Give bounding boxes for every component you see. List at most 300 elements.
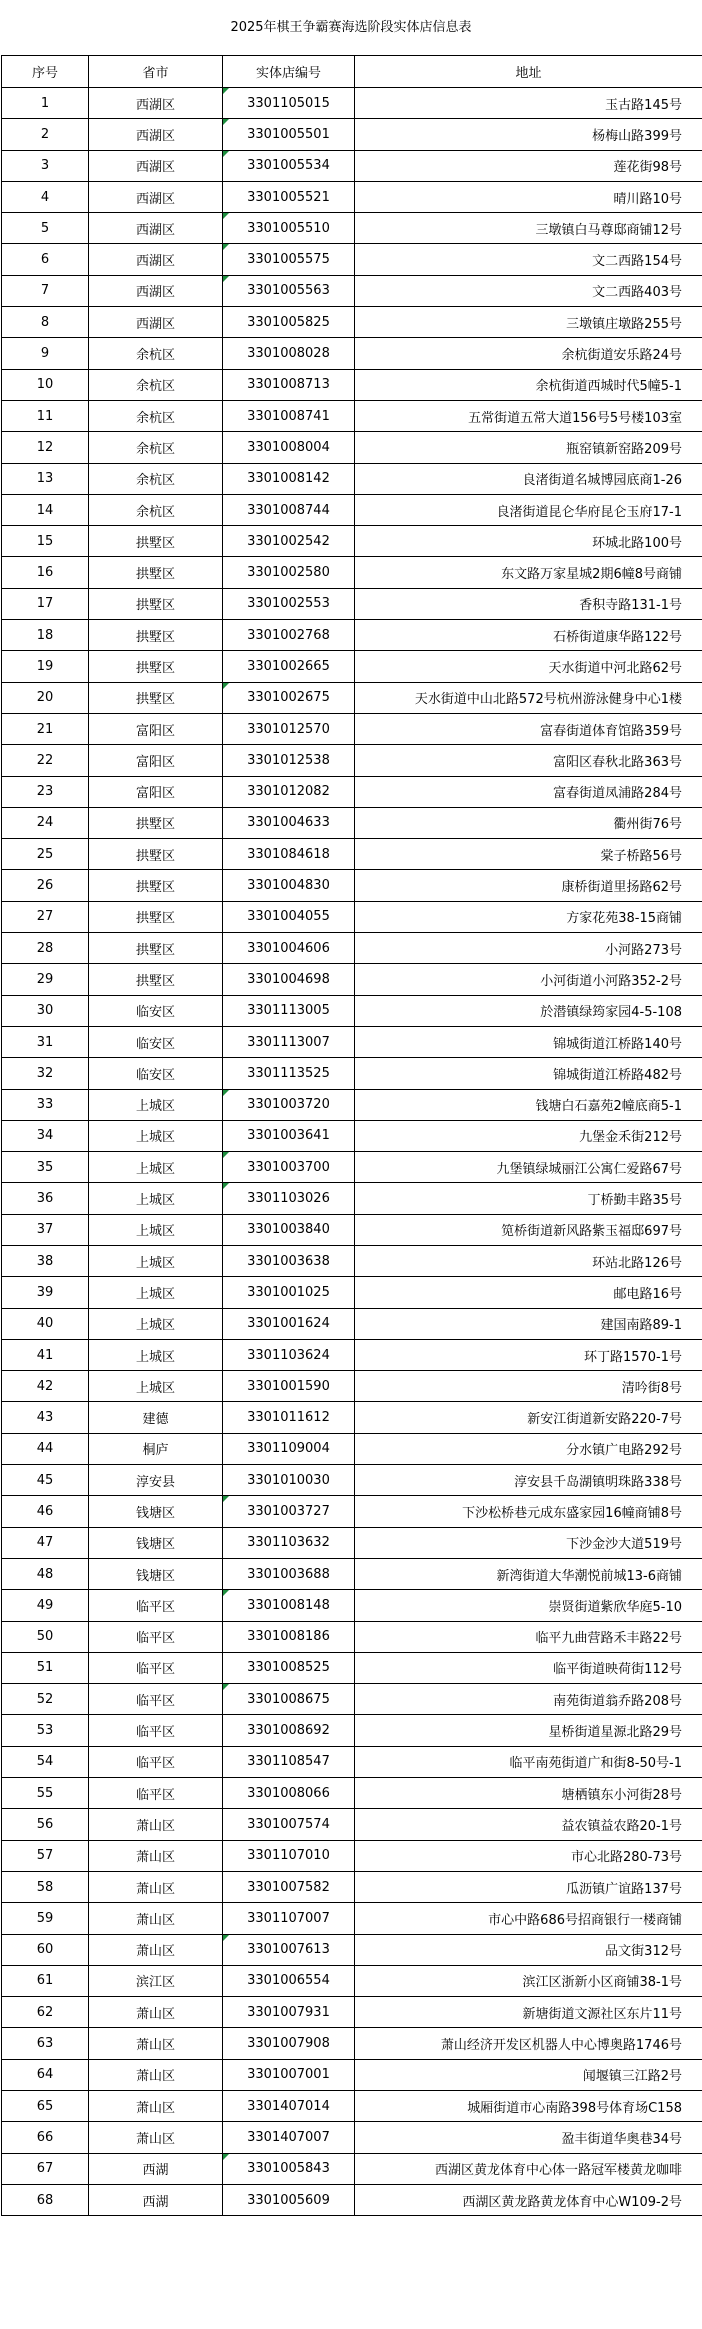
cell-region[interactable]: 拱墅区 [89, 870, 223, 901]
cell-region[interactable]: 萧山区 [89, 1871, 223, 1902]
cell-store-code[interactable]: 3301103632 [223, 1527, 355, 1558]
cell-address[interactable]: 小河街道小河路352-2号 [355, 964, 702, 995]
cell-region[interactable]: 临平区 [89, 1778, 223, 1809]
cell-store-code[interactable]: 3301003700 [223, 1152, 355, 1183]
cell-region[interactable]: 拱墅区 [89, 620, 223, 651]
table-row [2, 839, 702, 870]
table-row [2, 1120, 702, 1151]
cell-index[interactable]: 9 [2, 338, 89, 369]
cell-address[interactable]: 余杭街道西城时代5幢5-1 [355, 369, 702, 400]
cell-index[interactable]: 60 [2, 1934, 89, 1965]
cell-address[interactable]: 良渚街道名城博园底商1-26 [355, 463, 702, 494]
cell-store-code[interactable]: 3301084618 [223, 839, 355, 870]
cell-address[interactable]: 瓜沥镇广谊路137号 [355, 1871, 702, 1902]
cell-index[interactable]: 5 [2, 213, 89, 244]
cell-index[interactable]: 19 [2, 651, 89, 682]
cell-region[interactable]: 临平区 [89, 1746, 223, 1777]
cell-region[interactable]: 钱塘区 [89, 1558, 223, 1589]
header-store-code: 实体店编号 [223, 56, 355, 88]
cell-store-code[interactable]: 3301005510 [223, 213, 355, 244]
document-title: 2025年棋王争霸赛海选阶段实体店信息表 [230, 20, 472, 35]
cell-address[interactable]: 小河路273号 [355, 933, 702, 964]
cell-address[interactable]: 城厢街道市心南路398号体育场C158 [355, 2091, 702, 2122]
cell-region[interactable]: 富阳区 [89, 776, 223, 807]
cell-region[interactable]: 余杭区 [89, 369, 223, 400]
cell-store-code[interactable]: 3301005825 [223, 307, 355, 338]
table-row [2, 1089, 702, 1120]
cell-address[interactable]: 下沙松桥巷元成东盛家园16幢商铺8号 [355, 1496, 702, 1527]
cell-index[interactable]: 62 [2, 1997, 89, 2028]
cell-region[interactable]: 西湖区 [89, 244, 223, 275]
cell-region[interactable]: 滨江区 [89, 1965, 223, 1996]
cell-address[interactable]: 临平街道映荷街112号 [355, 1652, 702, 1683]
cell-store-code[interactable]: 3301103026 [223, 1183, 355, 1214]
cell-index[interactable]: 33 [2, 1089, 89, 1120]
cell-address[interactable]: 环丁路1570-1号 [355, 1339, 702, 1370]
cell-address[interactable]: 钱塘白石嘉苑2幢底商5-1 [355, 1089, 702, 1120]
cell-region[interactable]: 拱墅区 [89, 933, 223, 964]
cell-address[interactable]: 九堡镇绿城丽江公寓仁爱路67号 [355, 1152, 702, 1183]
cell-index[interactable]: 6 [2, 244, 89, 275]
cell-store-code[interactable]: 3301004606 [223, 933, 355, 964]
table-row [2, 1433, 702, 1464]
cell-region[interactable]: 拱墅区 [89, 964, 223, 995]
cell-region[interactable]: 临平区 [89, 1684, 223, 1715]
cell-index[interactable]: 47 [2, 1527, 89, 1558]
cell-store-code[interactable]: 3301105015 [223, 88, 355, 119]
cell-index[interactable]: 11 [2, 400, 89, 431]
cell-store-code[interactable]: 3301007574 [223, 1809, 355, 1840]
cell-index[interactable]: 26 [2, 870, 89, 901]
header-row [2, 56, 702, 88]
cell-address[interactable]: 市心中路686号招商银行一楼商铺 [355, 1903, 702, 1934]
cell-store-code[interactable]: 3301011612 [223, 1402, 355, 1433]
table-row [2, 2028, 702, 2059]
cell-store-code[interactable]: 3301007001 [223, 2059, 355, 2090]
cell-region[interactable]: 上城区 [89, 1152, 223, 1183]
cell-region[interactable]: 余杭区 [89, 432, 223, 463]
cell-region[interactable]: 临安区 [89, 1058, 223, 1089]
table-row [2, 213, 702, 244]
cell-index[interactable]: 40 [2, 1308, 89, 1339]
cell-address[interactable]: 文二西路403号 [355, 275, 702, 306]
cell-address[interactable]: 建国南路89-1 [355, 1308, 702, 1339]
cell-address[interactable]: 益农镇益农路20-1号 [355, 1809, 702, 1840]
cell-region[interactable]: 临安区 [89, 995, 223, 1026]
cell-region[interactable]: 萧山区 [89, 2028, 223, 2059]
cell-index[interactable]: 1 [2, 88, 89, 119]
cell-index[interactable]: 3 [2, 150, 89, 181]
cell-address[interactable]: 余杭街道安乐路24号 [355, 338, 702, 369]
cell-store-code[interactable]: 3301113007 [223, 1026, 355, 1057]
cell-store-code[interactable]: 3301008525 [223, 1652, 355, 1683]
cell-region[interactable]: 西湖区 [89, 213, 223, 244]
cell-index[interactable]: 29 [2, 964, 89, 995]
cell-store-code[interactable]: 3301005534 [223, 150, 355, 181]
cell-region[interactable]: 钱塘区 [89, 1496, 223, 1527]
cell-index[interactable]: 7 [2, 275, 89, 306]
cell-index[interactable]: 2 [2, 119, 89, 150]
cell-index[interactable]: 13 [2, 463, 89, 494]
cell-index[interactable]: 32 [2, 1058, 89, 1089]
cell-index[interactable]: 25 [2, 839, 89, 870]
cell-store-code[interactable]: 3301008692 [223, 1715, 355, 1746]
cell-index[interactable]: 43 [2, 1402, 89, 1433]
cell-store-code[interactable]: 3301407014 [223, 2091, 355, 2122]
cell-address[interactable]: 莲花街98号 [355, 150, 702, 181]
cell-address[interactable]: 西湖区黄龙体育中心体一路冠军楼黄龙咖啡 [355, 2153, 702, 2184]
cell-region[interactable]: 西湖区 [89, 307, 223, 338]
cell-store-code[interactable]: 3301113005 [223, 995, 355, 1026]
cell-store-code[interactable]: 3301008142 [223, 463, 355, 494]
cell-store-code[interactable]: 3301001624 [223, 1308, 355, 1339]
cell-store-code[interactable]: 3301003840 [223, 1214, 355, 1245]
cell-region[interactable]: 萧山区 [89, 1809, 223, 1840]
cell-store-code[interactable]: 3301005563 [223, 275, 355, 306]
table-row [2, 964, 702, 995]
cell-store-code[interactable]: 3301008148 [223, 1590, 355, 1621]
cell-index[interactable]: 61 [2, 1965, 89, 1996]
cell-index[interactable]: 36 [2, 1183, 89, 1214]
cell-store-code[interactable]: 3301003688 [223, 1558, 355, 1589]
cell-region[interactable]: 富阳区 [89, 713, 223, 744]
cell-address[interactable]: 星桥街道星源北路29号 [355, 1715, 702, 1746]
cell-store-code[interactable]: 3301007931 [223, 1997, 355, 2028]
table-body [2, 88, 702, 2216]
cell-store-code[interactable]: 3301002580 [223, 557, 355, 588]
cell-region[interactable]: 上城区 [89, 1214, 223, 1245]
cell-address[interactable]: 富春街道凤浦路284号 [355, 776, 702, 807]
cell-index[interactable]: 8 [2, 307, 89, 338]
cell-store-code[interactable]: 3301004633 [223, 807, 355, 838]
cell-region[interactable]: 拱墅区 [89, 839, 223, 870]
cell-address[interactable]: 笕桥街道新风路紫玉福邸697号 [355, 1214, 702, 1245]
cell-region[interactable]: 上城区 [89, 1089, 223, 1120]
cell-store-code[interactable]: 3301003720 [223, 1089, 355, 1120]
cell-store-code[interactable]: 3301002542 [223, 526, 355, 557]
cell-region[interactable]: 余杭区 [89, 494, 223, 525]
cell-address[interactable]: 晴川路10号 [355, 181, 702, 212]
cell-index[interactable]: 39 [2, 1277, 89, 1308]
cell-address[interactable]: 於潜镇绿筠家园4-5-108 [355, 995, 702, 1026]
cell-address[interactable]: 南苑街道翁乔路208号 [355, 1684, 702, 1715]
cell-index[interactable]: 12 [2, 432, 89, 463]
cell-region[interactable]: 萧山区 [89, 1934, 223, 1965]
cell-address[interactable]: 杨梅山路399号 [355, 119, 702, 150]
cell-index[interactable]: 54 [2, 1746, 89, 1777]
cell-store-code[interactable]: 3301001590 [223, 1371, 355, 1402]
cell-address[interactable]: 玉古路145号 [355, 88, 702, 119]
cell-region[interactable]: 萧山区 [89, 2059, 223, 2090]
cell-address[interactable]: 棠子桥路56号 [355, 839, 702, 870]
cell-region[interactable]: 余杭区 [89, 338, 223, 369]
cell-store-code[interactable]: 3301008066 [223, 1778, 355, 1809]
table-row [2, 1652, 702, 1683]
cell-index[interactable]: 38 [2, 1245, 89, 1276]
cell-store-code[interactable]: 3301107010 [223, 1840, 355, 1871]
table-row [2, 651, 702, 682]
cell-address[interactable]: 盈丰街道华奥巷34号 [355, 2122, 702, 2153]
table-row [2, 88, 702, 119]
cell-region[interactable]: 上城区 [89, 1183, 223, 1214]
cell-index[interactable]: 51 [2, 1652, 89, 1683]
cell-index[interactable]: 22 [2, 745, 89, 776]
cell-index[interactable]: 45 [2, 1465, 89, 1496]
cell-address[interactable]: 康桥街道里扬路62号 [355, 870, 702, 901]
cell-address[interactable]: 富阳区春秋北路363号 [355, 745, 702, 776]
cell-address[interactable]: 临平南苑街道广和街8-50号-1 [355, 1746, 702, 1777]
cell-region[interactable]: 拱墅区 [89, 901, 223, 932]
cell-store-code[interactable]: 3301007582 [223, 1871, 355, 1902]
cell-store-code[interactable]: 3301008713 [223, 369, 355, 400]
cell-index[interactable]: 44 [2, 1433, 89, 1464]
cell-store-code[interactable]: 3301002768 [223, 620, 355, 651]
cell-index[interactable]: 65 [2, 2091, 89, 2122]
cell-index[interactable]: 68 [2, 2184, 89, 2215]
cell-region[interactable]: 临平区 [89, 1715, 223, 1746]
cell-store-code[interactable]: 3301008741 [223, 400, 355, 431]
cell-region[interactable]: 拱墅区 [89, 526, 223, 557]
cell-region[interactable]: 西湖 [89, 2184, 223, 2215]
table-row [2, 1997, 702, 2028]
cell-store-code[interactable]: 3301010030 [223, 1465, 355, 1496]
table-row [2, 745, 702, 776]
cell-address[interactable]: 锦城街道江桥路140号 [355, 1026, 702, 1057]
cell-address[interactable]: 富春街道体育馆路359号 [355, 713, 702, 744]
cell-address[interactable]: 萧山经济开发区机器人中心博奥路1746号 [355, 2028, 702, 2059]
cell-region[interactable]: 西湖区 [89, 119, 223, 150]
cell-index[interactable]: 34 [2, 1120, 89, 1151]
cell-index[interactable]: 27 [2, 901, 89, 932]
table-row [2, 557, 702, 588]
cell-address[interactable]: 新安江街道新安路220-7号 [355, 1402, 702, 1433]
cell-region[interactable]: 临平区 [89, 1621, 223, 1652]
cell-store-code[interactable]: 3301003638 [223, 1245, 355, 1276]
cell-index[interactable]: 52 [2, 1684, 89, 1715]
cell-store-code[interactable]: 3301001025 [223, 1277, 355, 1308]
cell-address[interactable]: 清吟街8号 [355, 1371, 702, 1402]
cell-region[interactable]: 西湖 [89, 2153, 223, 2184]
cell-region[interactable]: 上城区 [89, 1371, 223, 1402]
cell-region[interactable]: 西湖区 [89, 88, 223, 119]
cell-address[interactable]: 新湾街道大华潮悦前城13-6商铺 [355, 1558, 702, 1589]
table-row [2, 1715, 702, 1746]
cell-address[interactable]: 石桥街道康华路122号 [355, 620, 702, 651]
cell-store-code[interactable]: 3301113525 [223, 1058, 355, 1089]
cell-index[interactable]: 48 [2, 1558, 89, 1589]
cell-index[interactable]: 4 [2, 181, 89, 212]
table-row [2, 2153, 702, 2184]
cell-store-code[interactable]: 3301008186 [223, 1621, 355, 1652]
cell-address[interactable]: 丁桥勤丰路35号 [355, 1183, 702, 1214]
cell-index[interactable]: 66 [2, 2122, 89, 2153]
table-row [2, 2122, 702, 2153]
cell-region[interactable]: 萧山区 [89, 1903, 223, 1934]
cell-index[interactable]: 21 [2, 713, 89, 744]
cell-store-code[interactable]: 3301005501 [223, 119, 355, 150]
cell-address[interactable]: 锦城街道江桥路482号 [355, 1058, 702, 1089]
cell-address[interactable]: 香积寺路131-1号 [355, 588, 702, 619]
cell-index[interactable]: 31 [2, 1026, 89, 1057]
cell-index[interactable]: 14 [2, 494, 89, 525]
cell-index[interactable]: 55 [2, 1778, 89, 1809]
cell-index[interactable]: 42 [2, 1371, 89, 1402]
cell-index[interactable]: 28 [2, 933, 89, 964]
cell-store-code[interactable]: 3301008675 [223, 1684, 355, 1715]
cell-index[interactable]: 23 [2, 776, 89, 807]
table-row [2, 1778, 702, 1809]
cell-store-code[interactable]: 3301012082 [223, 776, 355, 807]
cell-store-code[interactable]: 3301006554 [223, 1965, 355, 1996]
cell-address[interactable]: 淳安县千岛湖镇明珠路338号 [355, 1465, 702, 1496]
cell-address[interactable]: 崇贤街道紫欣华庭5-10 [355, 1590, 702, 1621]
cell-address[interactable]: 文二西路154号 [355, 244, 702, 275]
cell-region[interactable]: 上城区 [89, 1277, 223, 1308]
cell-region[interactable]: 余杭区 [89, 400, 223, 431]
cell-region[interactable]: 上城区 [89, 1339, 223, 1370]
cell-region[interactable]: 西湖区 [89, 275, 223, 306]
cell-store-code[interactable]: 3301108547 [223, 1746, 355, 1777]
cell-address[interactable]: 三墩镇白马尊邸商铺12号 [355, 213, 702, 244]
cell-region[interactable]: 建德 [89, 1402, 223, 1433]
cell-index[interactable]: 35 [2, 1152, 89, 1183]
cell-region[interactable]: 桐庐 [89, 1433, 223, 1464]
cell-store-code[interactable]: 3301012570 [223, 713, 355, 744]
cell-address[interactable]: 衢州街76号 [355, 807, 702, 838]
cell-region[interactable]: 拱墅区 [89, 557, 223, 588]
cell-index[interactable]: 10 [2, 369, 89, 400]
table-row [2, 369, 702, 400]
header-index: 序号 [2, 56, 89, 88]
cell-region[interactable]: 拱墅区 [89, 588, 223, 619]
cell-index[interactable]: 37 [2, 1214, 89, 1245]
cell-index[interactable]: 15 [2, 526, 89, 557]
cell-address[interactable]: 环站北路126号 [355, 1245, 702, 1276]
cell-address[interactable]: 东文路万家星城2期6幢8号商铺 [355, 557, 702, 588]
cell-index[interactable]: 53 [2, 1715, 89, 1746]
cell-region[interactable]: 拱墅区 [89, 807, 223, 838]
cell-store-code[interactable]: 3301008744 [223, 494, 355, 525]
cell-address[interactable]: 五常街道五常大道156号5号楼103室 [355, 400, 702, 431]
cell-region[interactable]: 上城区 [89, 1120, 223, 1151]
table-row [2, 1590, 702, 1621]
table-row [2, 1277, 702, 1308]
cell-index[interactable]: 20 [2, 682, 89, 713]
cell-region[interactable]: 临平区 [89, 1590, 223, 1621]
cell-index[interactable]: 18 [2, 620, 89, 651]
cell-region[interactable]: 富阳区 [89, 745, 223, 776]
cell-address[interactable]: 瓶窑镇新窑路209号 [355, 432, 702, 463]
cell-store-code[interactable]: 3301004055 [223, 901, 355, 932]
cell-region[interactable]: 拱墅区 [89, 682, 223, 713]
cell-address[interactable]: 下沙金沙大道519号 [355, 1527, 702, 1558]
cell-region[interactable]: 萧山区 [89, 2091, 223, 2122]
cell-store-code[interactable]: 3301012538 [223, 745, 355, 776]
cell-index[interactable]: 41 [2, 1339, 89, 1370]
cell-region[interactable]: 拱墅区 [89, 651, 223, 682]
cell-store-code[interactable]: 3301103624 [223, 1339, 355, 1370]
cell-store-code[interactable]: 3301107007 [223, 1903, 355, 1934]
cell-address[interactable]: 方家花苑38-15商铺 [355, 901, 702, 932]
table-row [2, 870, 702, 901]
cell-region[interactable]: 余杭区 [89, 463, 223, 494]
cell-index[interactable]: 49 [2, 1590, 89, 1621]
cell-index[interactable]: 58 [2, 1871, 89, 1902]
cell-address[interactable]: 新塘街道文源社区东片11号 [355, 1997, 702, 2028]
cell-region[interactable]: 钱塘区 [89, 1527, 223, 1558]
cell-address[interactable]: 塘栖镇东小河街28号 [355, 1778, 702, 1809]
cell-address[interactable]: 天水街道中山北路572号杭州游泳健身中心1楼 [355, 682, 702, 713]
cell-address[interactable]: 市心北路280-73号 [355, 1840, 702, 1871]
cell-address[interactable]: 品文街312号 [355, 1934, 702, 1965]
cell-index[interactable]: 50 [2, 1621, 89, 1652]
cell-store-code[interactable]: 3301008004 [223, 432, 355, 463]
cell-index[interactable]: 59 [2, 1903, 89, 1934]
cell-index[interactable]: 64 [2, 2059, 89, 2090]
cell-address[interactable]: 良渚街道昆仑华府昆仑玉府17-1 [355, 494, 702, 525]
cell-store-code[interactable]: 3301007908 [223, 2028, 355, 2059]
cell-region[interactable]: 西湖区 [89, 150, 223, 181]
cell-address[interactable]: 闻堰镇三江路2号 [355, 2059, 702, 2090]
cell-index[interactable]: 30 [2, 995, 89, 1026]
cell-address[interactable]: 滨江区浙新小区商铺38-1号 [355, 1965, 702, 1996]
cell-index[interactable]: 67 [2, 2153, 89, 2184]
cell-region[interactable]: 上城区 [89, 1308, 223, 1339]
cell-region[interactable]: 淳安县 [89, 1465, 223, 1496]
cell-region[interactable]: 临平区 [89, 1652, 223, 1683]
cell-address[interactable]: 分水镇广电路292号 [355, 1433, 702, 1464]
cell-store-code[interactable]: 3301003641 [223, 1120, 355, 1151]
cell-region[interactable]: 临安区 [89, 1026, 223, 1057]
cell-store-code[interactable]: 3301005575 [223, 244, 355, 275]
cell-store-code[interactable]: 3301008028 [223, 338, 355, 369]
cell-store-code[interactable]: 3301005609 [223, 2184, 355, 2215]
cell-index[interactable]: 24 [2, 807, 89, 838]
cell-store-code[interactable]: 3301005521 [223, 181, 355, 212]
cell-store-code[interactable]: 3301002665 [223, 651, 355, 682]
cell-store-code[interactable]: 3301109004 [223, 1433, 355, 1464]
cell-region[interactable]: 西湖区 [89, 181, 223, 212]
cell-store-code[interactable]: 3301003727 [223, 1496, 355, 1527]
cell-address[interactable]: 天水街道中河北路62号 [355, 651, 702, 682]
cell-index[interactable]: 63 [2, 2028, 89, 2059]
cell-address[interactable]: 临平九曲营路禾丰路22号 [355, 1621, 702, 1652]
cell-address[interactable]: 西湖区黄龙路黄龙体育中心W109-2号 [355, 2184, 702, 2215]
cell-address[interactable]: 九堡金禾街212号 [355, 1120, 702, 1151]
cell-store-code[interactable]: 3301002553 [223, 588, 355, 619]
table-row [2, 1183, 702, 1214]
cell-index[interactable]: 57 [2, 1840, 89, 1871]
cell-index[interactable]: 56 [2, 1809, 89, 1840]
cell-address[interactable]: 三墩镇庄墩路255号 [355, 307, 702, 338]
cell-store-code[interactable]: 3301004698 [223, 964, 355, 995]
cell-address[interactable]: 环城北路100号 [355, 526, 702, 557]
cell-region[interactable]: 萧山区 [89, 1840, 223, 1871]
cell-index[interactable]: 16 [2, 557, 89, 588]
cell-store-code[interactable]: 3301007613 [223, 1934, 355, 1965]
cell-store-code[interactable]: 3301004830 [223, 870, 355, 901]
cell-region[interactable]: 萧山区 [89, 2122, 223, 2153]
cell-store-code[interactable]: 3301005843 [223, 2153, 355, 2184]
cell-region[interactable]: 上城区 [89, 1245, 223, 1276]
cell-index[interactable]: 46 [2, 1496, 89, 1527]
cell-store-code[interactable]: 3301002675 [223, 682, 355, 713]
cell-region[interactable]: 萧山区 [89, 1997, 223, 2028]
cell-store-code[interactable]: 3301407007 [223, 2122, 355, 2153]
cell-address[interactable]: 邮电路16号 [355, 1277, 702, 1308]
cell-index[interactable]: 17 [2, 588, 89, 619]
table-row [2, 1152, 702, 1183]
